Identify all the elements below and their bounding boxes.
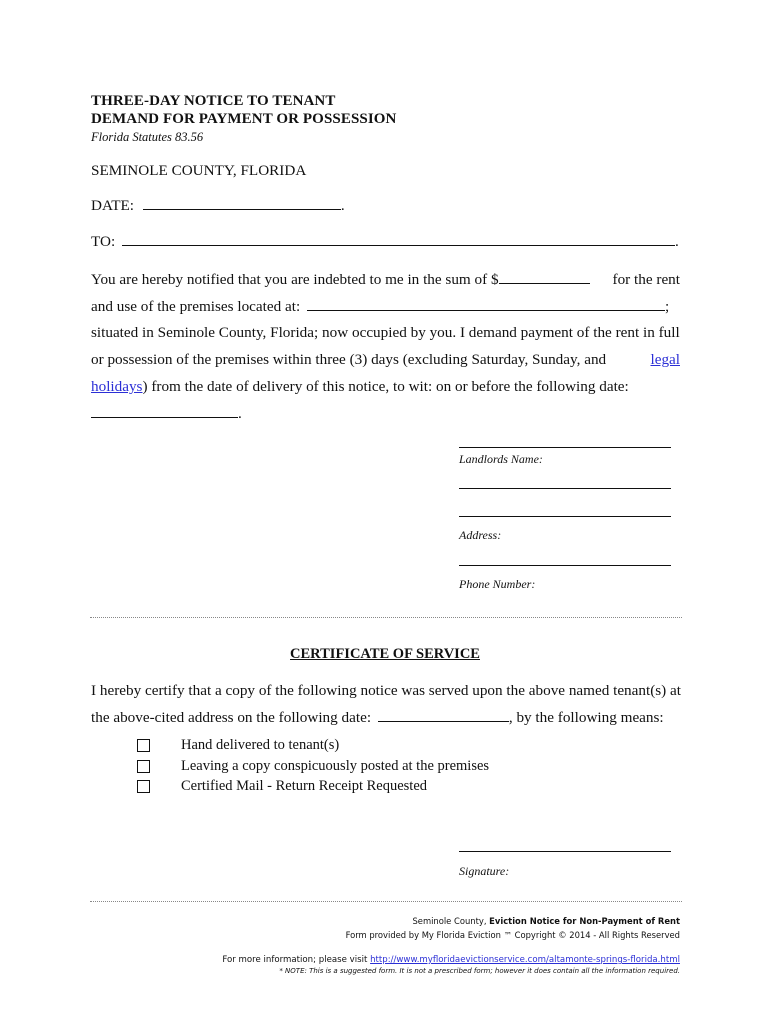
notice-line-1 [91,271,680,289]
premises-label: and use of the premises located at: [91,298,301,315]
hand-delivered-checkbox[interactable] [137,739,150,752]
for-the-rent-text: for the rent [612,271,680,288]
landlord-name-line[interactable] [459,447,671,448]
phone-label: Phone Number: [459,577,536,591]
footer-url-link[interactable]: http://www.myfloridaevictionservice.com/altamonte-springs-florida.html [370,955,680,965]
footer-title [412,916,680,926]
certificate-title-text: CERTIFICATE OF SERVICE [290,646,480,662]
hand-delivered-label: Hand delivered to tenant(s) [181,737,340,753]
signature-line[interactable] [459,851,671,852]
notice-line-2: and use of the premises located at: ; [91,298,670,315]
certificate-line-1: I hereby certify that a copy of the following notice was served upon the above named tenant(s) at [91,682,681,699]
deadline-date-field[interactable] [91,405,238,418]
service-date-field[interactable] [378,709,509,722]
certificate-line-2 [91,709,680,727]
posted-copy-checkbox[interactable] [137,760,150,773]
document-title-line2: DEMAND FOR PAYMENT OR POSSESSION [91,111,397,127]
statute-reference: Florida Statutes 83.56 [91,130,204,144]
footer-note: * NOTE: This is a suggested form. It is not a prescribed form; however it does contain all the information required. [279,967,680,975]
footer-provided-by: Form provided by My Florida Eviction ™ Copyright © 2014 - All Rights Reserved [345,930,680,940]
date-row: DATE: . [91,197,345,214]
section-divider [90,617,682,618]
signature-label: Signature: [459,864,510,878]
cert-means-text: , by the following means: [508,709,664,726]
posted-copy-label: Leaving a copy conspicuously posted at the premises [181,758,490,774]
notice-line-5 [91,378,680,396]
address-line-1[interactable] [459,516,671,517]
cert-date-label: the above-cited address on the following date: [91,709,372,726]
premises-field[interactable] [307,298,665,311]
address-label: Address: [459,528,502,542]
deadline-row: . [91,405,242,423]
footer-more-info-text: For more information; please visit [222,955,368,965]
holidays-link[interactable]: holidays [91,378,143,395]
notice-line-4 [91,351,680,369]
legal-link[interactable]: legal [650,351,680,368]
certificate-title [0,646,770,663]
certified-mail-checkbox[interactable] [137,780,150,793]
footer-county: Seminole County, [412,916,487,926]
date-label: DATE: [91,197,135,214]
notice-line-3: situated in Seminole County, Florida; now occupied by you. I demand payment of the rent in full [91,324,680,341]
county-heading: SEMINOLE COUNTY, FLORIDA [91,162,307,179]
to-field[interactable] [122,233,675,246]
date-field[interactable] [143,197,341,210]
sum-field[interactable] [499,271,590,284]
notice-line-5-text: ) from the date of delivery of this notice, to wit: on or before the following date: [142,378,629,395]
to-label: TO: [91,233,116,250]
certified-mail-label: Certified Mail - Return Receipt Requested [181,778,428,794]
phone-line[interactable] [459,565,671,566]
to-row: TO: . [91,233,679,250]
footer-doc-name: Eviction Notice for Non-Payment of Rent [489,916,680,926]
notice-line-4-text: or possession of the premises within three (3) days (excluding Saturday, Sunday, and [91,351,607,368]
document-title-line1: THREE-DAY NOTICE TO TENANT [91,93,336,109]
footer-more-info [222,955,680,965]
landlord-signature-line[interactable] [459,488,671,489]
footer-divider [90,901,682,902]
landlord-name-label: Landlords Name: [459,452,543,466]
notice-sum-text: You are hereby notified that you are indebted to me in the sum of $ [91,271,499,288]
